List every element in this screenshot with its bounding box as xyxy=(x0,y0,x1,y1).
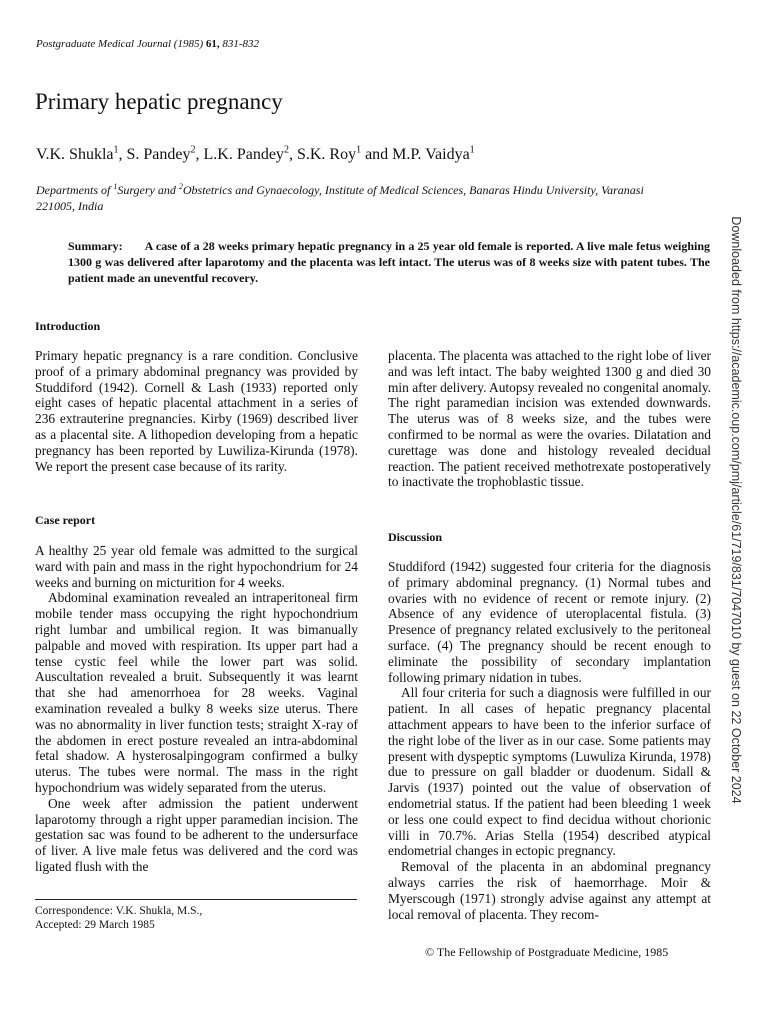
author-5: M.P. Vaidya$^1$ xyxy=(392,145,475,164)
discussion-heading: Discussion xyxy=(388,530,443,544)
case-report-body xyxy=(35,543,358,875)
article-title: Primary hepatic pregnancy xyxy=(35,89,283,114)
journal-name: Postgraduate Medical Journal xyxy=(36,38,172,50)
journal-citation xyxy=(36,38,259,50)
paragraph: Abdominal examination revealed an intraperitoneal firm mobile tender mass occupying the right hypochondrium right lumbar and umbilical region. It was bimanually palpable and moved with respiration. Its upper part had a tense cystic feel while the lower part was solid. Auscultation revealed a bruit. Subsequently it was learnt that she had amenorrhoea for 28 weeks. Vaginal examination revealed a bulky 8 weeks size uterus. There was no abnormality in liver function tests; straight X-ray of the abdomen in erect posture revealed an intra-abdominal fetal shadow. A hysterosalpingogram confirmed a bulky uterus. The tubes were normal. The mass in the right hypochondrium was widely separated from the uterus. xyxy=(35,590,358,795)
author-2: S. Pandey$^2$, xyxy=(126,145,204,164)
journal-year: (1985) xyxy=(173,38,204,50)
introduction-body xyxy=(35,348,358,474)
author-4: S.K. Roy$^1$ and xyxy=(296,145,393,164)
paragraph: A healthy 25 year old female was admitted to the surgical ward with pain and mass in the right hypochondrium for 24 weeks and burning on micturition for 4 weeks. xyxy=(35,543,358,590)
paragraph: Primary hepatic pregnancy is a rare condition. Conclusive proof of a primary abdominal pregnancy was provided by Studdiford (1942). Cornell & Lash (1933) reported only eight cases of hepatic placental attachment in a series of 236 extrauterine pregnancies. Kirby (1969) described liver as a placental site. A lithopedion developing from a hepatic pregnancy has been reported by Luwiliza-Kirunda (1978). We report the present case because of its rarity. xyxy=(35,348,358,474)
case-report-continuation xyxy=(388,348,711,490)
paragraph: Studdiford (1942) suggested four criteria for the diagnosis of primary abdominal pregnancy. (1) Normal tubes and ovaries with no evidence of recent or remote injury. (2) Absence of any evidence of uteroplacental fistula. (3) Presence of pregnancy related exclusively to the peritoneal surface. (4) The pregnancy should be recent enough to eliminate the possibility of secondary implantation following primary nidation in tubes. xyxy=(388,559,711,685)
introduction-heading: Introduction xyxy=(35,319,101,333)
case-report-heading: Case report xyxy=(35,513,96,527)
journal-pages: 831-832 xyxy=(222,38,260,50)
correspondence-note xyxy=(35,904,202,932)
paragraph: placenta. The placenta was attached to the right lobe of liver and was left intact. The baby weighted 1300 g and died 30 min after delivery. Autopsy revealed no congenital anomaly. The right paramedian incision was extended downwards. The uterus was of 8 weeks size, and the tubes were confirmed to be normal as were the ovaries. Dilatation and curettage was done and histology revealed decidual reaction. The patient received methotrexate postoperatively to inactivate the trophoblastic tissue. xyxy=(388,348,711,490)
author-list xyxy=(36,145,475,164)
paragraph: Removal of the placenta in an abdominal pregnancy always carries the risk of haemorrhage. Moir & Myerscough (1971) strongly advise against any attempt at local removal of placenta. They recom- xyxy=(388,859,711,922)
summary-label: Summary: xyxy=(68,239,123,253)
author-1: V.K. Shukla$^1$, xyxy=(36,145,127,164)
journal-volume: 61, xyxy=(205,38,220,50)
footnote-divider xyxy=(35,899,357,900)
correspondence: Correspondence: V.K. Shukla, M.S., xyxy=(35,905,203,917)
paragraph: One week after admission the patient underwent laparotomy through a right upper paramedian incision. The gestation sac was found to be adherent to the undersurface of liver. A live male fetus was delivered and the cord was ligated flush with the xyxy=(35,795,358,874)
download-notice: Downloaded from https://academic.oup.com/pmj/article/61/719/831/7047010 by guest on 22 October 2024 xyxy=(729,216,743,804)
accepted-date: Accepted: 29 March 1985 xyxy=(35,919,155,931)
copyright-notice: © The Fellowship of Postgraduate Medicine, 1985 xyxy=(425,945,669,959)
summary-abstract xyxy=(68,238,710,286)
discussion-body xyxy=(388,559,711,922)
summary-text: A case of a 28 weeks primary hepatic pregnancy in a 25 year old female is reported. A live male fetus weighing 1300 g was delivered after laparotomy and the placenta was left intact. The uterus was of 8 weeks size with patent tubes. The patient made an uneventful recovery. xyxy=(68,239,710,285)
affiliation: Departments of $^1$Surgery and $^2$Obstetrics and Gynaecology, Institute of Medical Sciences, Banaras Hindu University, Varanasi 221005, India xyxy=(36,182,644,213)
paragraph: All four criteria for such a diagnosis were fulfilled in our patient. In all cases of hepatic pregnancy placental attachment appears to have been to the inferior surface of the right lobe of the liver as in our case. Some patients may present with dyspeptic symptoms (Luwuliza Kirunda, 1978) due to pressure on gall bladder or duodenum. Sidall & Jarvis (1937) pointed out the value of observation of endometrial status. If the patient had been bleeding 1 week or less one could expect to find decidua without chorionic villi in 70.7%. Arias Stella (1954) described atypical endometrial changes in ectopic pregnancy. xyxy=(388,685,711,859)
author-3: L.K. Pandey$^2$, xyxy=(203,145,297,164)
